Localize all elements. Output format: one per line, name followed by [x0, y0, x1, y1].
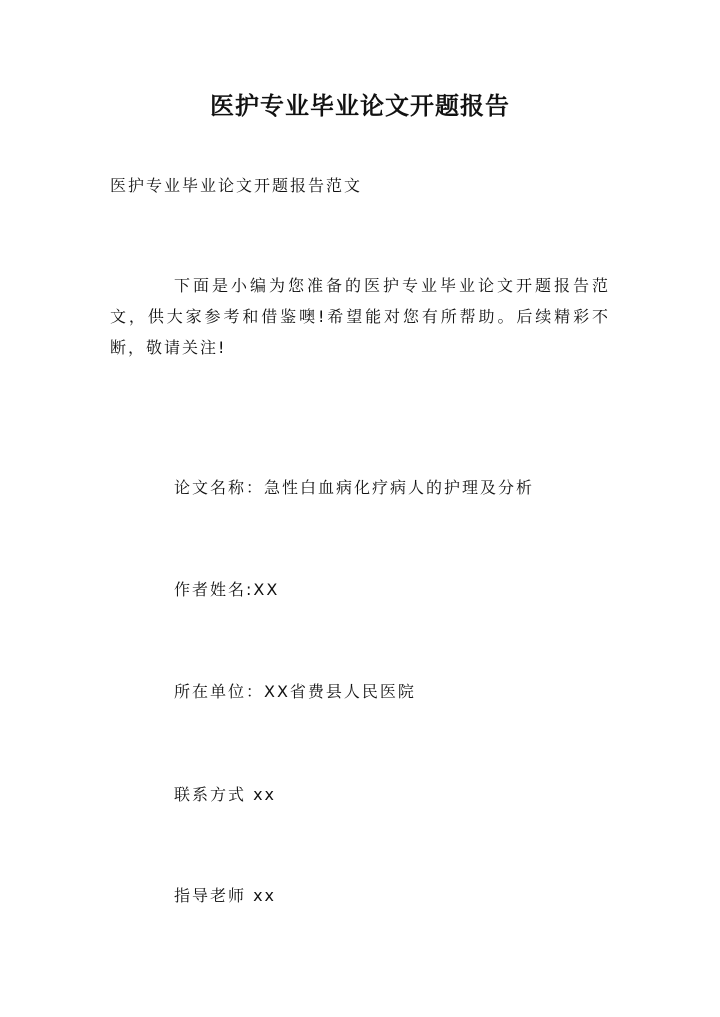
- document-subtitle: 医护专业毕业论文开题报告范文: [110, 176, 363, 195]
- thesis-name-field: 论文名称：急性白血病化疗病人的护理及分析: [174, 478, 535, 497]
- contact-field: 联系方式 xx: [174, 785, 277, 804]
- advisor-field: 指导老师 xx: [174, 886, 277, 905]
- author-name-field: 作者姓名:XX: [174, 580, 280, 599]
- institution-field: 所在单位：XX省费县人民医院: [174, 682, 416, 701]
- intro-paragraph: 下面是小编为您准备的医护专业毕业论文开题报告范文，供大家参考和借鉴噢!希望能对您有所帮助。后续精彩不断，敬请关注!: [110, 276, 610, 357]
- document-title: 医护专业毕业论文开题报告: [210, 91, 510, 120]
